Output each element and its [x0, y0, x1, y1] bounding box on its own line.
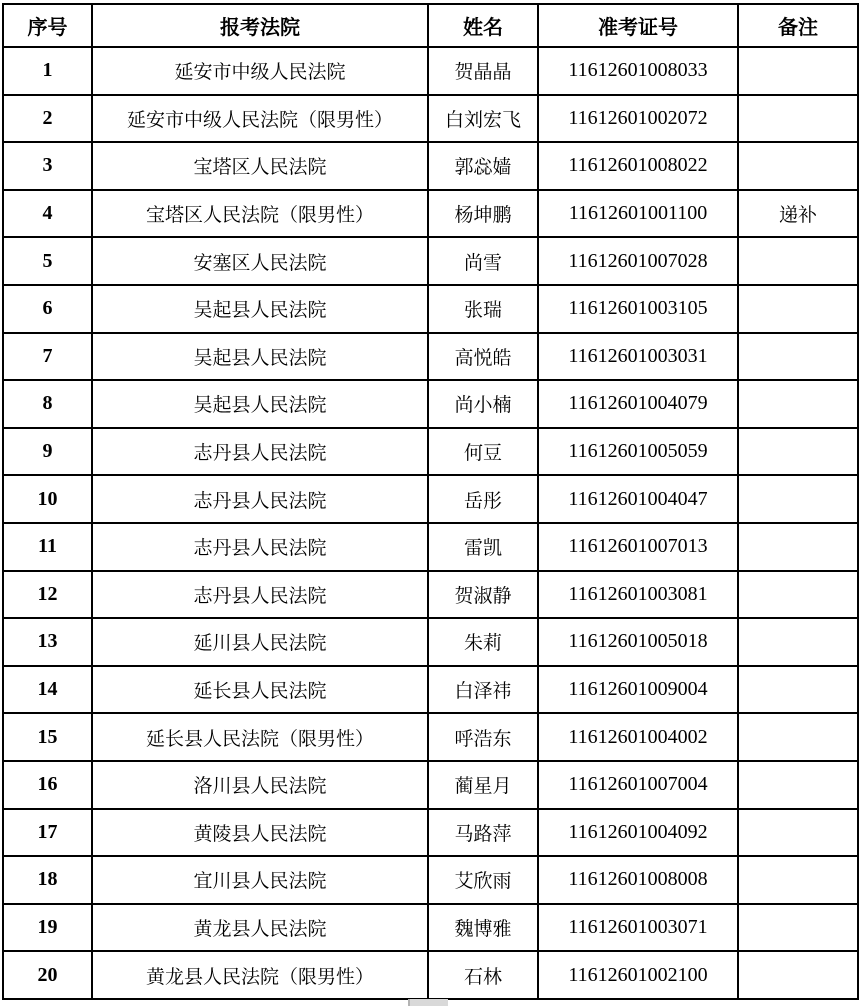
ticket-cell: 11612601008022 — [538, 142, 738, 190]
seq-cell: 4 — [3, 190, 92, 238]
court-cell: 黄龙县人民法院（限男性） — [92, 951, 428, 999]
ticket-cell: 11612601008008 — [538, 856, 738, 904]
header-remark: 备注 — [738, 4, 858, 47]
table-row — [3, 237, 858, 285]
ticket-cell: 11612601001100 — [538, 190, 738, 238]
ticket-cell: 11612601007013 — [538, 523, 738, 571]
candidate-roster-table — [2, 3, 859, 1000]
table-row — [3, 618, 858, 666]
table-row — [3, 190, 858, 238]
table-row — [3, 428, 858, 476]
table-header-row — [3, 4, 858, 47]
seq-cell: 17 — [3, 809, 92, 857]
seq-cell: 2 — [3, 95, 92, 143]
court-cell: 志丹县人民法院 — [92, 475, 428, 523]
remark-cell — [738, 142, 858, 190]
table-row — [3, 95, 858, 143]
scrollbar-artifact — [408, 999, 448, 1006]
name-cell: 石林 — [428, 951, 538, 999]
court-cell: 延安市中级人民法院 — [92, 47, 428, 95]
ticket-cell: 11612601005018 — [538, 618, 738, 666]
court-cell: 宜川县人民法院 — [92, 856, 428, 904]
ticket-cell: 11612601003081 — [538, 571, 738, 619]
seq-cell: 11 — [3, 523, 92, 571]
court-cell: 黄陵县人民法院 — [92, 809, 428, 857]
name-cell: 雷凯 — [428, 523, 538, 571]
remark-cell — [738, 951, 858, 999]
remark-cell — [738, 618, 858, 666]
name-cell: 艾欣雨 — [428, 856, 538, 904]
seq-cell: 6 — [3, 285, 92, 333]
seq-cell: 19 — [3, 904, 92, 952]
name-cell: 朱莉 — [428, 618, 538, 666]
remark-cell — [738, 761, 858, 809]
table-row — [3, 571, 858, 619]
name-cell: 贺晶晶 — [428, 47, 538, 95]
table-row — [3, 285, 858, 333]
table-row — [3, 809, 858, 857]
court-cell: 志丹县人民法院 — [92, 428, 428, 476]
table-row — [3, 475, 858, 523]
remark-cell — [738, 904, 858, 952]
court-cell: 志丹县人民法院 — [92, 571, 428, 619]
remark-cell — [738, 333, 858, 381]
name-cell: 马路萍 — [428, 809, 538, 857]
header-court: 报考法院 — [92, 4, 428, 47]
name-cell: 高悦皓 — [428, 333, 538, 381]
table-row — [3, 713, 858, 761]
court-cell: 志丹县人民法院 — [92, 523, 428, 571]
name-cell: 白刘宏飞 — [428, 95, 538, 143]
table-row — [3, 333, 858, 381]
name-cell: 郭惢嫱 — [428, 142, 538, 190]
seq-cell: 16 — [3, 761, 92, 809]
court-cell: 延长县人民法院 — [92, 666, 428, 714]
name-cell: 何豆 — [428, 428, 538, 476]
table-row — [3, 761, 858, 809]
remark-cell — [738, 428, 858, 476]
court-cell: 洛川县人民法院 — [92, 761, 428, 809]
remark-cell — [738, 380, 858, 428]
remark-cell — [738, 571, 858, 619]
name-cell: 尚小楠 — [428, 380, 538, 428]
ticket-cell: 11612601004079 — [538, 380, 738, 428]
seq-cell: 13 — [3, 618, 92, 666]
ticket-cell: 11612601009004 — [538, 666, 738, 714]
table-row — [3, 666, 858, 714]
table-row — [3, 951, 858, 999]
court-cell: 延安市中级人民法院（限男性） — [92, 95, 428, 143]
header-ticket: 准考证号 — [538, 4, 738, 47]
remark-cell — [738, 713, 858, 761]
name-cell: 杨坤鹏 — [428, 190, 538, 238]
remark-cell — [738, 47, 858, 95]
seq-cell: 18 — [3, 856, 92, 904]
seq-cell: 12 — [3, 571, 92, 619]
seq-cell: 10 — [3, 475, 92, 523]
court-cell: 安塞区人民法院 — [92, 237, 428, 285]
name-cell: 张瑞 — [428, 285, 538, 333]
ticket-cell: 11612601004047 — [538, 475, 738, 523]
court-cell: 宝塔区人民法院 — [92, 142, 428, 190]
seq-cell: 7 — [3, 333, 92, 381]
court-cell: 延川县人民法院 — [92, 618, 428, 666]
court-cell: 宝塔区人民法院（限男性） — [92, 190, 428, 238]
name-cell: 尚雪 — [428, 237, 538, 285]
table-body — [3, 47, 858, 999]
court-cell: 吴起县人民法院 — [92, 380, 428, 428]
ticket-cell: 11612601003071 — [538, 904, 738, 952]
court-cell: 黄龙县人民法院 — [92, 904, 428, 952]
name-cell: 贺淑静 — [428, 571, 538, 619]
remark-cell — [738, 809, 858, 857]
table-row — [3, 47, 858, 95]
table-row — [3, 856, 858, 904]
header-name: 姓名 — [428, 4, 538, 47]
table-row — [3, 142, 858, 190]
court-cell: 吴起县人民法院 — [92, 333, 428, 381]
ticket-cell: 11612601004002 — [538, 713, 738, 761]
ticket-cell: 11612601005059 — [538, 428, 738, 476]
ticket-cell: 11612601002072 — [538, 95, 738, 143]
seq-cell: 5 — [3, 237, 92, 285]
ticket-cell: 11612601008033 — [538, 47, 738, 95]
remark-cell: 递补 — [738, 190, 858, 238]
court-cell: 吴起县人民法院 — [92, 285, 428, 333]
remark-cell — [738, 475, 858, 523]
table-row — [3, 380, 858, 428]
remark-cell — [738, 285, 858, 333]
remark-cell — [738, 666, 858, 714]
ticket-cell: 11612601003031 — [538, 333, 738, 381]
seq-cell: 9 — [3, 428, 92, 476]
ticket-cell: 11612601007004 — [538, 761, 738, 809]
table-row — [3, 904, 858, 952]
table-row — [3, 523, 858, 571]
name-cell: 蔺星月 — [428, 761, 538, 809]
remark-cell — [738, 95, 858, 143]
name-cell: 岳彤 — [428, 475, 538, 523]
court-cell: 延长县人民法院（限男性） — [92, 713, 428, 761]
remark-cell — [738, 856, 858, 904]
name-cell: 白泽祎 — [428, 666, 538, 714]
seq-cell: 3 — [3, 142, 92, 190]
seq-cell: 14 — [3, 666, 92, 714]
seq-cell: 15 — [3, 713, 92, 761]
seq-cell: 20 — [3, 951, 92, 999]
name-cell: 魏博雅 — [428, 904, 538, 952]
name-cell: 呼浩东 — [428, 713, 538, 761]
ticket-cell: 11612601003105 — [538, 285, 738, 333]
remark-cell — [738, 237, 858, 285]
header-seq: 序号 — [3, 4, 92, 47]
ticket-cell: 11612601007028 — [538, 237, 738, 285]
ticket-cell: 11612601002100 — [538, 951, 738, 999]
seq-cell: 1 — [3, 47, 92, 95]
ticket-cell: 11612601004092 — [538, 809, 738, 857]
remark-cell — [738, 523, 858, 571]
seq-cell: 8 — [3, 380, 92, 428]
